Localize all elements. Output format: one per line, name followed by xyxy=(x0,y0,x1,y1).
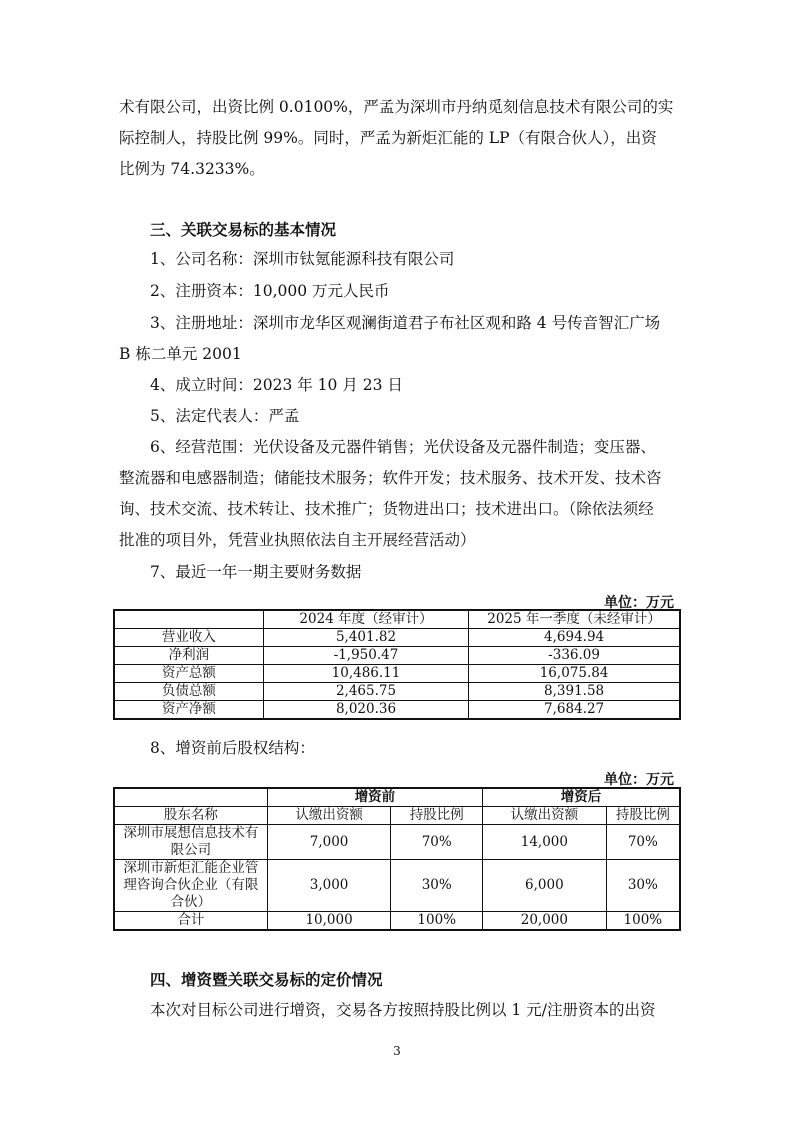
equity-table xyxy=(113,787,681,931)
name-line: 深圳市展想信息技术有 xyxy=(123,825,259,841)
table-row xyxy=(114,860,680,912)
legal-rep-item: 5、法定代表人：严孟 xyxy=(150,407,300,425)
table-cell: 3,000 xyxy=(267,860,391,912)
table-cell: 30% xyxy=(606,860,680,912)
table-cell: 2025 年一季度（未经审计） xyxy=(469,610,680,629)
table-cell: 5,401.82 xyxy=(263,629,468,647)
name-line: 合伙） xyxy=(170,894,212,910)
unit-label: 单位：万元 xyxy=(604,772,674,788)
table-cell xyxy=(114,610,263,629)
table-cell: 持股比例 xyxy=(606,807,680,825)
group-before-header: 增资前 xyxy=(267,788,482,807)
table-cell: 营业收入 xyxy=(114,629,263,647)
table-cell xyxy=(114,788,267,807)
table-cell: 资产总额 xyxy=(114,665,263,683)
intro-paragraph xyxy=(119,92,679,185)
table-row xyxy=(114,683,680,701)
table-cell: 2024 年度（经审计） xyxy=(263,610,468,629)
scope-line: 批准的项目外，凭营业执照依法自主开展经营活动） xyxy=(119,531,476,549)
shareholder-name-cell xyxy=(114,912,267,931)
table-cell: 8,391.58 xyxy=(469,683,680,701)
table-cell: 70% xyxy=(391,825,483,860)
table-row xyxy=(114,701,680,720)
name-line: 合计 xyxy=(177,912,205,928)
table-cell: 70% xyxy=(606,825,680,860)
company-name-item: 1、公司名称：深圳市钛氪能源科技有限公司 xyxy=(150,250,455,268)
table-cell: 100% xyxy=(606,912,680,931)
table-cell: 股东名称 xyxy=(114,807,267,825)
table-cell: 8,020.36 xyxy=(263,701,468,720)
name-line: 理咨询合伙企业（有限 xyxy=(123,877,259,893)
financial-table xyxy=(113,609,681,720)
section4-paragraph: 本次对目标公司进行增资，交易各方按照持股比例以 1 元/注册资本的出资 xyxy=(150,1001,656,1019)
table-cell: 资产净额 xyxy=(114,701,263,720)
table-cell: 30% xyxy=(391,860,483,912)
section3-heading: 三、关联交易标的基本情况 xyxy=(150,220,337,239)
financial-data-item: 7、最近一年一期主要财务数据 xyxy=(150,563,362,581)
established-date-item: 4、成立时间：2023 年 10 月 23 日 xyxy=(150,376,403,394)
table-cell: 100% xyxy=(391,912,483,931)
table-row xyxy=(114,647,680,665)
table-cell: -336.09 xyxy=(469,647,680,665)
table-cell: 持股比例 xyxy=(391,807,483,825)
section4-heading: 四、增资暨关联交易标的定价情况 xyxy=(150,970,383,989)
equity-structure-item: 8、增资前后股权结构： xyxy=(150,739,315,757)
table-row xyxy=(114,665,680,683)
table-cell: 20,000 xyxy=(483,912,607,931)
table-group-header-row xyxy=(114,788,680,807)
table-cell: -1,950.47 xyxy=(263,647,468,665)
business-scope-item xyxy=(119,432,679,556)
registered-capital-item: 2、注册资本：10,000 万元人民币 xyxy=(150,282,390,300)
table-cell: 16,075.84 xyxy=(469,665,680,683)
table-cell: 2,465.75 xyxy=(263,683,468,701)
intro-line: 际控制人，持股比例 99%。同时，严孟为新炬汇能的 LP（有限合伙人），出资 xyxy=(119,129,657,147)
intro-line: 比例为 74.3233%。 xyxy=(119,160,265,178)
registered-address-item xyxy=(119,308,679,370)
table-cell: 认缴出资额 xyxy=(483,807,607,825)
address-line: B 栋二单元 2001 xyxy=(119,345,242,363)
scope-line: 整流器和电感器制造；储能技术服务；软件开发；技术服务、技术开发、技术咨 xyxy=(119,469,662,487)
table-total-row xyxy=(114,912,680,931)
table-cell: 10,000 xyxy=(267,912,391,931)
page-number: 3 xyxy=(393,1044,401,1058)
table-cell: 7,684.27 xyxy=(469,701,680,720)
table-cell: 4,694.94 xyxy=(469,629,680,647)
table-header-row xyxy=(114,807,680,825)
table-cell: 负债总额 xyxy=(114,683,263,701)
shareholder-name-cell xyxy=(114,825,267,860)
table-cell: 14,000 xyxy=(483,825,607,860)
table-header-row xyxy=(114,610,680,629)
name-line: 深圳市新炬汇能企业管 xyxy=(123,860,259,876)
table-row xyxy=(114,629,680,647)
intro-line: 术有限公司，出资比例 0.0100%，严孟为深圳市丹纳觅刻信息技术有限公司的实 xyxy=(119,98,674,116)
table-cell: 10,486.11 xyxy=(263,665,468,683)
table-cell: 7,000 xyxy=(267,825,391,860)
table-cell: 认缴出资额 xyxy=(267,807,391,825)
unit-label: 单位：万元 xyxy=(604,595,674,611)
scope-line: 6、经营范围：光伏设备及元器件销售；光伏设备及元器件制造；变压器、 xyxy=(150,438,656,456)
group-after-header: 增资后 xyxy=(483,788,680,807)
shareholder-name-cell xyxy=(114,860,267,912)
scope-line: 询、技术交流、技术转让、技术推广；货物进出口；技术进出口。（除依法须经 xyxy=(119,500,654,518)
address-line: 3、注册地址：深圳市龙华区观澜街道君子布社区观和路 4 号传音智汇广场 xyxy=(150,314,661,332)
table-cell: 净利润 xyxy=(114,647,263,665)
name-line: 限公司 xyxy=(170,842,212,858)
table-cell: 6,000 xyxy=(483,860,607,912)
table-row xyxy=(114,825,680,860)
